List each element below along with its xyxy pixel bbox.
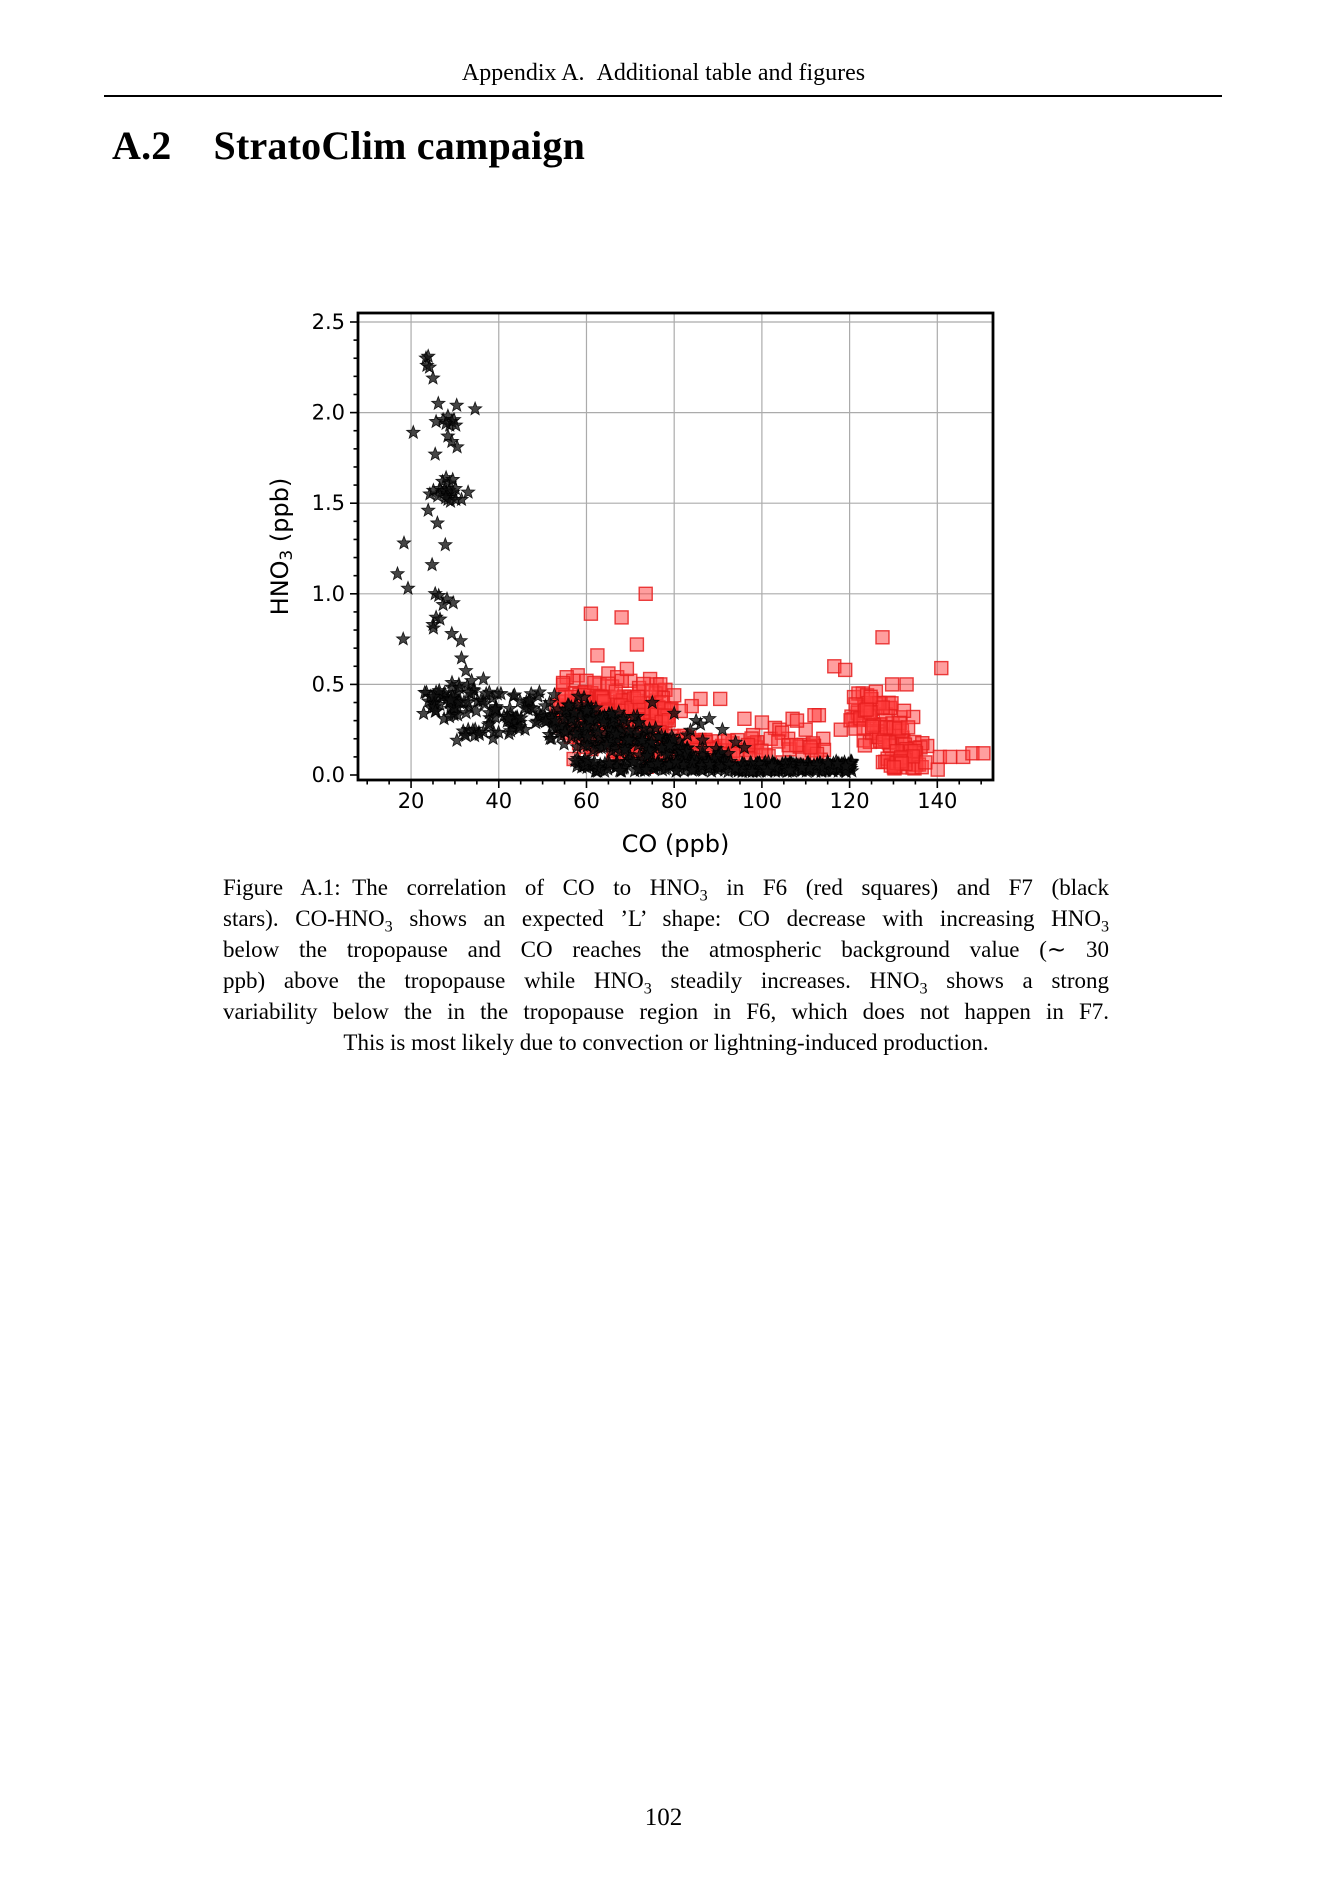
svg-text:20: 20 bbox=[397, 789, 425, 813]
svg-text:1.5: 1.5 bbox=[311, 491, 345, 516]
caption-line: This is most likely due to convection or lightning-induced production. bbox=[343, 1030, 989, 1055]
page-number: 102 bbox=[644, 1804, 683, 1831]
svg-text:140: 140 bbox=[917, 789, 958, 813]
svg-text:40: 40 bbox=[485, 789, 513, 813]
caption-line: Figure A.1: The correlation of CO to $HNO_3$ in F6 (red squares) and F7 (black bbox=[223, 875, 1110, 905]
y-axis-label: HNO3 (ppb) bbox=[266, 477, 297, 616]
svg-text:100: 100 bbox=[741, 789, 782, 813]
svg-text:60: 60 bbox=[573, 789, 600, 813]
svg-text:0.5: 0.5 bbox=[311, 672, 345, 697]
svg-text:120: 120 bbox=[829, 789, 870, 813]
x-axis-label: CO (ppb) bbox=[621, 830, 730, 858]
scatter-plot bbox=[240, 240, 1030, 872]
svg-text:80: 80 bbox=[660, 789, 688, 813]
svg-text:0.0: 0.0 bbox=[311, 763, 345, 787]
caption-line: ppb) above the tropopause while $HNO_3$ steadily increases. $HNO_3$ shows a strong bbox=[223, 968, 1109, 998]
figure-a1 bbox=[240, 240, 1030, 872]
x-tick-labels bbox=[398, 789, 958, 813]
svg-text:2.5: 2.5 bbox=[311, 310, 345, 334]
svg-text:2.0: 2.0 bbox=[311, 400, 345, 425]
header-rule bbox=[104, 95, 1222, 97]
caption-line: below the tropopause and CO reaches the atmospheric background value (∼ 30 bbox=[223, 937, 1109, 962]
y-tick-labels bbox=[312, 310, 345, 787]
section-title: StratoClim campaign bbox=[213, 123, 586, 168]
svg-text:1.0: 1.0 bbox=[311, 581, 345, 606]
section-heading bbox=[112, 122, 585, 169]
section-number: A.2 bbox=[112, 123, 172, 168]
running-header: Appendix A. Additional table and figures bbox=[461, 60, 866, 86]
caption-line: stars). $CO-HNO_3$ shows an expected ’L’ shape: CO decrease with increasing $HNO_3$ bbox=[223, 906, 1109, 936]
caption-line: variability below the in the tropopause region in F6, which does not happen in F7. bbox=[223, 999, 1109, 1024]
figure-caption bbox=[223, 872, 1109, 1058]
